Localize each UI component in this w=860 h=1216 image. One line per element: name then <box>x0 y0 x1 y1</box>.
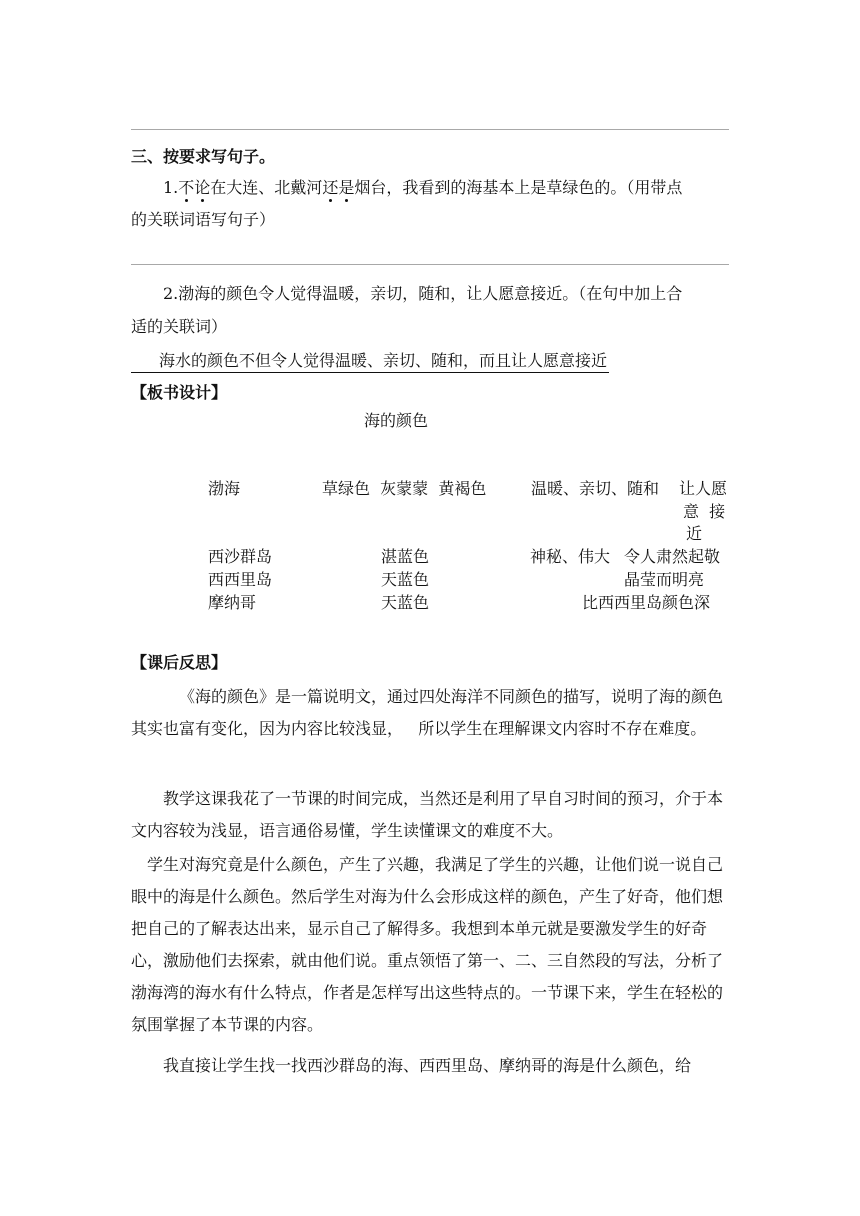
q1-text: 在大连、北戴河 <box>210 178 323 197</box>
q1-dotted-char: 是 <box>338 178 355 197</box>
board-place: 摩纳哥 <box>208 593 257 612</box>
board-extra: 令人肃然起敬 <box>624 547 721 566</box>
board-extra: 让人愿 <box>679 479 728 498</box>
reflection-paragraph: 教学这课我花了一节课的时间完成，当然还是利用了早自习时间的预习，介于本文内容较为浅显，语言通俗易懂，学生读懂课文的难度不大。 <box>131 789 724 840</box>
answer-line-q1 <box>131 264 729 265</box>
q1-dotted-char: 还 <box>322 178 339 197</box>
q1-dotted-char: 不 <box>178 178 195 197</box>
section-heading: 三、按要求写句子。 <box>131 147 276 166</box>
question-1 <box>131 172 731 204</box>
board-feeling: 神秘、伟大 <box>530 547 611 566</box>
board-extra: 意 接 <box>683 502 726 521</box>
reflection-paragraph: 《海的颜色》是一篇说明文，通过四处海洋不同颜色的描写，说明了海的颜色其实也富有变化，因为内容比较浅显， 所以学生在理解课文内容时不存在难度。 <box>131 687 724 738</box>
board-place: 西西里岛 <box>208 570 273 589</box>
board-color: 草绿色 灰蒙蒙 黄褐色 <box>322 479 487 498</box>
board-extra: 近 <box>686 524 703 543</box>
board-place: 西沙群岛 <box>208 547 273 566</box>
reflection-paragraph: 学生对海究竟是什么颜色，产生了兴趣，我满足了学生的兴趣，让他们说一说自己眼中的海是什么颜色。然后学生对海为什么会形成这样的颜色，产生了好奇，他们想把自己的了解表达出来，显示自己了解得多。我想到本单元就是要激发学生的好奇心，激励他们去探索，就由他们说。重点领悟了第一、二、三自然段的写法，分析了渤海湾的海水有什么特点，作者是怎样写出这些特点的。一节课下来，学生在轻松的氛围掌握了本节课的内容。 <box>131 855 724 1034</box>
board-extra: 晶莹而明亮 <box>624 570 705 589</box>
reflection-heading: 【课后反思】 <box>131 653 228 672</box>
board-heading: 【板书设计】 <box>131 383 228 402</box>
board-color: 天蓝色 <box>381 593 430 612</box>
board-place: 渤海 <box>208 479 241 498</box>
question-1-continued: 的关联词语写句子） <box>131 210 276 229</box>
q1-text: 烟台，我看到的海基本上是草绿色的。（用带点 <box>354 178 683 197</box>
reflection-paragraph: 我直接让学生找一找西沙群岛的海、西西里岛、摩纳哥的海是什么颜色，给 <box>163 1056 692 1075</box>
question-2-answer: 海水的颜色不但令人觉得温暖、亲切、随和，而且让人愿意接近 <box>131 350 609 373</box>
board-color: 湛蓝色 <box>381 547 430 566</box>
question-2-continued: 适的关联词） <box>131 317 228 336</box>
q1-dotted-char: 论 <box>194 178 211 197</box>
board-color: 天蓝色 <box>381 570 430 589</box>
answer-line-top <box>131 129 729 130</box>
question-2: 2.渤海的颜色令人觉得温暖，亲切，随和，让人愿意接近。（在句中加上合 <box>163 284 683 303</box>
board-extra: 比西西里岛颜色深 <box>582 593 711 612</box>
board-title: 海的颜色 <box>364 411 429 430</box>
q1-number: 1. <box>163 178 179 197</box>
board-feeling: 温暖、亲切、随和 <box>531 479 660 498</box>
